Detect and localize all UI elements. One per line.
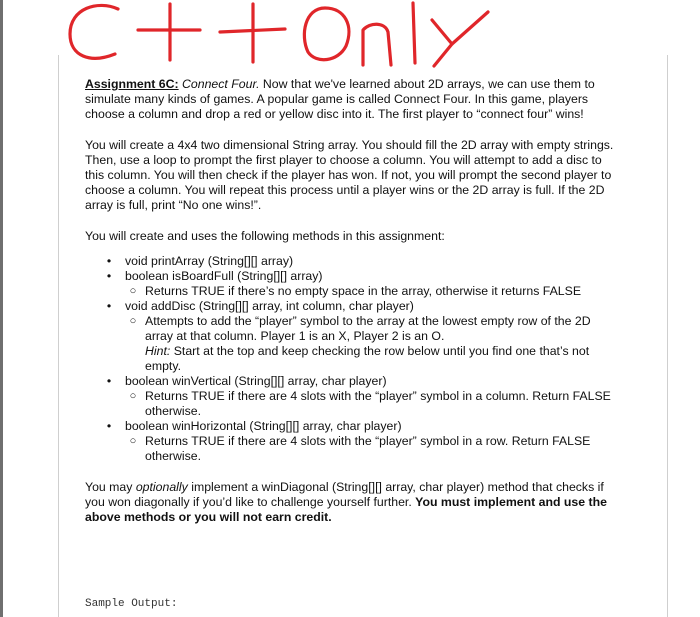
method-signature: void printArray (String[][] array) [125, 254, 294, 268]
assignment-label: Assignment 6C: [85, 77, 179, 91]
assignment-title: Connect Four. [182, 77, 260, 91]
method-item-winvertical [85, 374, 615, 419]
method-description [125, 434, 615, 464]
method-description [125, 314, 615, 374]
handwritten-cpp-only-drawing [60, 0, 500, 70]
bullet-icon: • [106, 374, 112, 388]
method-item-winhorizontal [85, 419, 615, 464]
bullet-icon: • [106, 269, 112, 283]
hw-letter-n [363, 24, 391, 65]
intro-body: Now that we've learned about 2D arrays, we can use them to simulate many kinds of games. A popular game is called Connect Four. In this game, players choose a column and drop a red or yellow disc into it. The first player to “connect four” wins! [85, 77, 595, 121]
window-left-edge [0, 0, 3, 617]
hw-letter-y-2 [434, 12, 488, 66]
method-item-isboardfull [85, 269, 615, 299]
bullet-icon: • [106, 419, 112, 433]
method-description-text: Returns TRUE if there are 4 slots with the “player” symbol in a row. Return FALSE otherwise. [145, 434, 591, 463]
method-description-text: Attempts to add the “player” symbol to the array at the lowest empty row of the 2D array at that column. Player 1 is an X, Player 2 is an O. [145, 314, 591, 343]
methods-intro: You will create and uses the following methods in this assignment: [85, 229, 445, 243]
hw-letter-c [70, 5, 118, 58]
assignment-content [85, 77, 615, 525]
method-description [125, 284, 615, 299]
sub-bullet-icon: ○ [129, 285, 137, 297]
handwritten-annotation [60, 0, 500, 70]
method-description-text: Returns TRUE if there are 4 slots with the “player” symbol in a column. Return FALSE otherwise. [145, 389, 611, 418]
method-signature: boolean winVertical (String[][] array, char player) [125, 374, 387, 388]
sub-bullet-icon: ○ [129, 315, 137, 327]
sub-bullet-icon: ○ [129, 390, 137, 402]
method-description-list [125, 389, 615, 419]
method-description-list [125, 284, 615, 299]
final-pre: You may [85, 480, 136, 494]
final-paragraph [85, 480, 615, 525]
method-description-text: Returns TRUE if there’s no empty space in the array, otherwise it returns FALSE [145, 284, 582, 298]
sub-bullet-icon: ○ [129, 435, 137, 447]
bullet-icon: • [106, 254, 112, 268]
method-item-printarray [85, 254, 615, 269]
instructions-paragraph: You will create a 4x4 two dimensional String array. You should fill the 2D array with empty strings. Then, use a loop to prompt the first player to choose a column. You will attempt to add a disc to this column. You will then check if the player has won. If not, you will prompt the second player to choose a column. You will repeat this process until a player wins or the 2D array is full. If the 2D array is full, print “No one wins!”. [85, 138, 614, 212]
final-must: You must implement and use the above methods or you will not earn credit. [85, 495, 607, 524]
sample-output-heading: Sample Output: [85, 598, 178, 610]
hw-letter-o [304, 8, 349, 60]
method-signature: boolean winHorizontal (String[][] array, char player) [125, 419, 402, 433]
method-description-list [125, 434, 615, 464]
method-description [125, 389, 615, 419]
hw-letter-y-1 [432, 20, 452, 44]
hint-text: Start at the top and keep checking the row below until you find one that’s not empty. [145, 344, 590, 373]
bullet-icon: • [106, 299, 112, 313]
methods-list [85, 254, 615, 464]
method-item-adddisc [85, 299, 615, 374]
intro-paragraph [85, 77, 615, 122]
hint-label: Hint: [145, 344, 171, 358]
method-signature: boolean isBoardFull (String[][] array) [125, 269, 323, 283]
hw-letter-l [413, 3, 415, 63]
final-optionally: optionally [135, 480, 188, 494]
final-mid: implement a winDiagonal (String[][] array, char player) method that checks if you won diagonally if you’d like to challenge yourself further. [85, 480, 604, 509]
method-signature: void addDisc (String[][] array, int column, char player) [125, 299, 414, 313]
method-description-list [125, 314, 615, 374]
